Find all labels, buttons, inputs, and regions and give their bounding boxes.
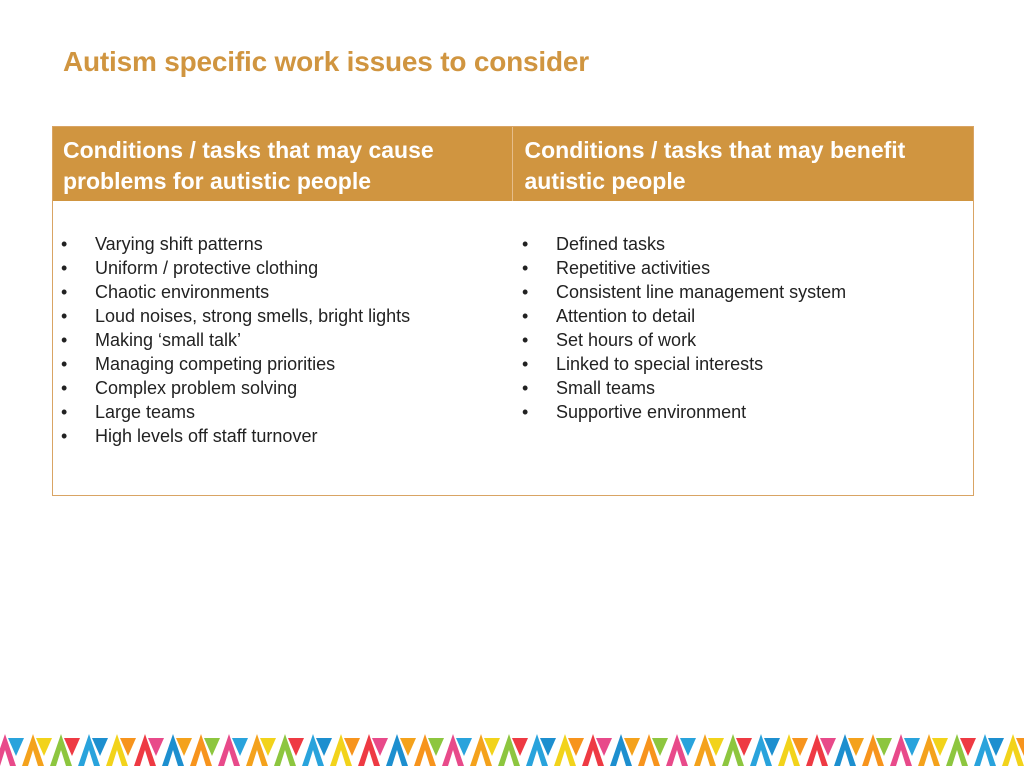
bullet-icon: • (522, 330, 529, 350)
bullet-icon: • (61, 306, 68, 326)
table-body-row (53, 201, 973, 448)
list-item-text: High levels off staff turnover (95, 426, 318, 446)
problems-cell (53, 201, 512, 448)
footer-decorative-banner (0, 726, 1024, 768)
list-item (53, 232, 512, 256)
list-item (514, 352, 973, 376)
list-item-text: Varying shift patterns (95, 234, 263, 254)
list-item-text: Managing competing priorities (95, 354, 336, 374)
list-item-text: Linked to special interests (556, 354, 764, 374)
list-item-text: Set hours of work (556, 330, 697, 350)
list-item (514, 280, 973, 304)
bullet-icon: • (61, 330, 68, 350)
list-item-text: Uniform / protective clothing (95, 258, 319, 278)
list-item-text: Supportive environment (556, 402, 747, 422)
bullet-icon: • (61, 426, 68, 446)
list-item (53, 424, 512, 448)
bullet-icon: • (61, 282, 68, 302)
list-item-text: Chaotic environments (95, 282, 270, 302)
list-item-text: Repetitive activities (556, 258, 711, 278)
bullet-icon: • (61, 354, 68, 374)
benefits-cell (512, 201, 973, 448)
list-item (514, 376, 973, 400)
benefits-list (514, 232, 973, 424)
list-item-text: Attention to detail (556, 306, 696, 326)
list-item (514, 328, 973, 352)
bullet-icon: • (522, 354, 529, 374)
bullet-icon: • (61, 258, 68, 278)
table-header-row (53, 127, 973, 201)
list-item (514, 400, 973, 424)
list-item (514, 232, 973, 256)
problems-list (53, 232, 512, 448)
list-item (53, 256, 512, 280)
list-item (53, 280, 512, 304)
bullet-icon: • (522, 258, 529, 278)
list-item (53, 328, 512, 352)
bullet-icon: • (522, 402, 529, 422)
header-cell-benefits: Conditions / tasks that may benefit autistic people (512, 127, 974, 201)
bullet-icon: • (61, 234, 68, 254)
bullet-icon: • (522, 306, 529, 326)
bullet-icon: • (61, 378, 68, 398)
comparison-table (52, 126, 974, 496)
list-item-text: Defined tasks (556, 234, 666, 254)
bullet-icon: • (522, 282, 529, 302)
list-item-text: Large teams (95, 402, 196, 422)
header-cell-problems: Conditions / tasks that may cause problems for autistic people (63, 137, 434, 194)
list-item (53, 400, 512, 424)
bullet-icon: • (61, 402, 68, 422)
bullet-icon: • (522, 378, 529, 398)
list-item (53, 352, 512, 376)
slide-title: Autism specific work issues to consider (63, 46, 589, 77)
list-item-text: Small teams (556, 378, 656, 398)
list-item-text: Complex problem solving (95, 378, 298, 398)
list-item-text: Consistent line management system (556, 282, 847, 302)
list-item-text: Making ‘small talk’ (95, 330, 242, 350)
list-item-text: Loud noises, strong smells, bright lights (95, 306, 411, 326)
list-item (53, 376, 512, 400)
list-item (514, 256, 973, 280)
list-item (53, 304, 512, 328)
list-item (514, 304, 973, 328)
bullet-icon: • (522, 234, 529, 254)
